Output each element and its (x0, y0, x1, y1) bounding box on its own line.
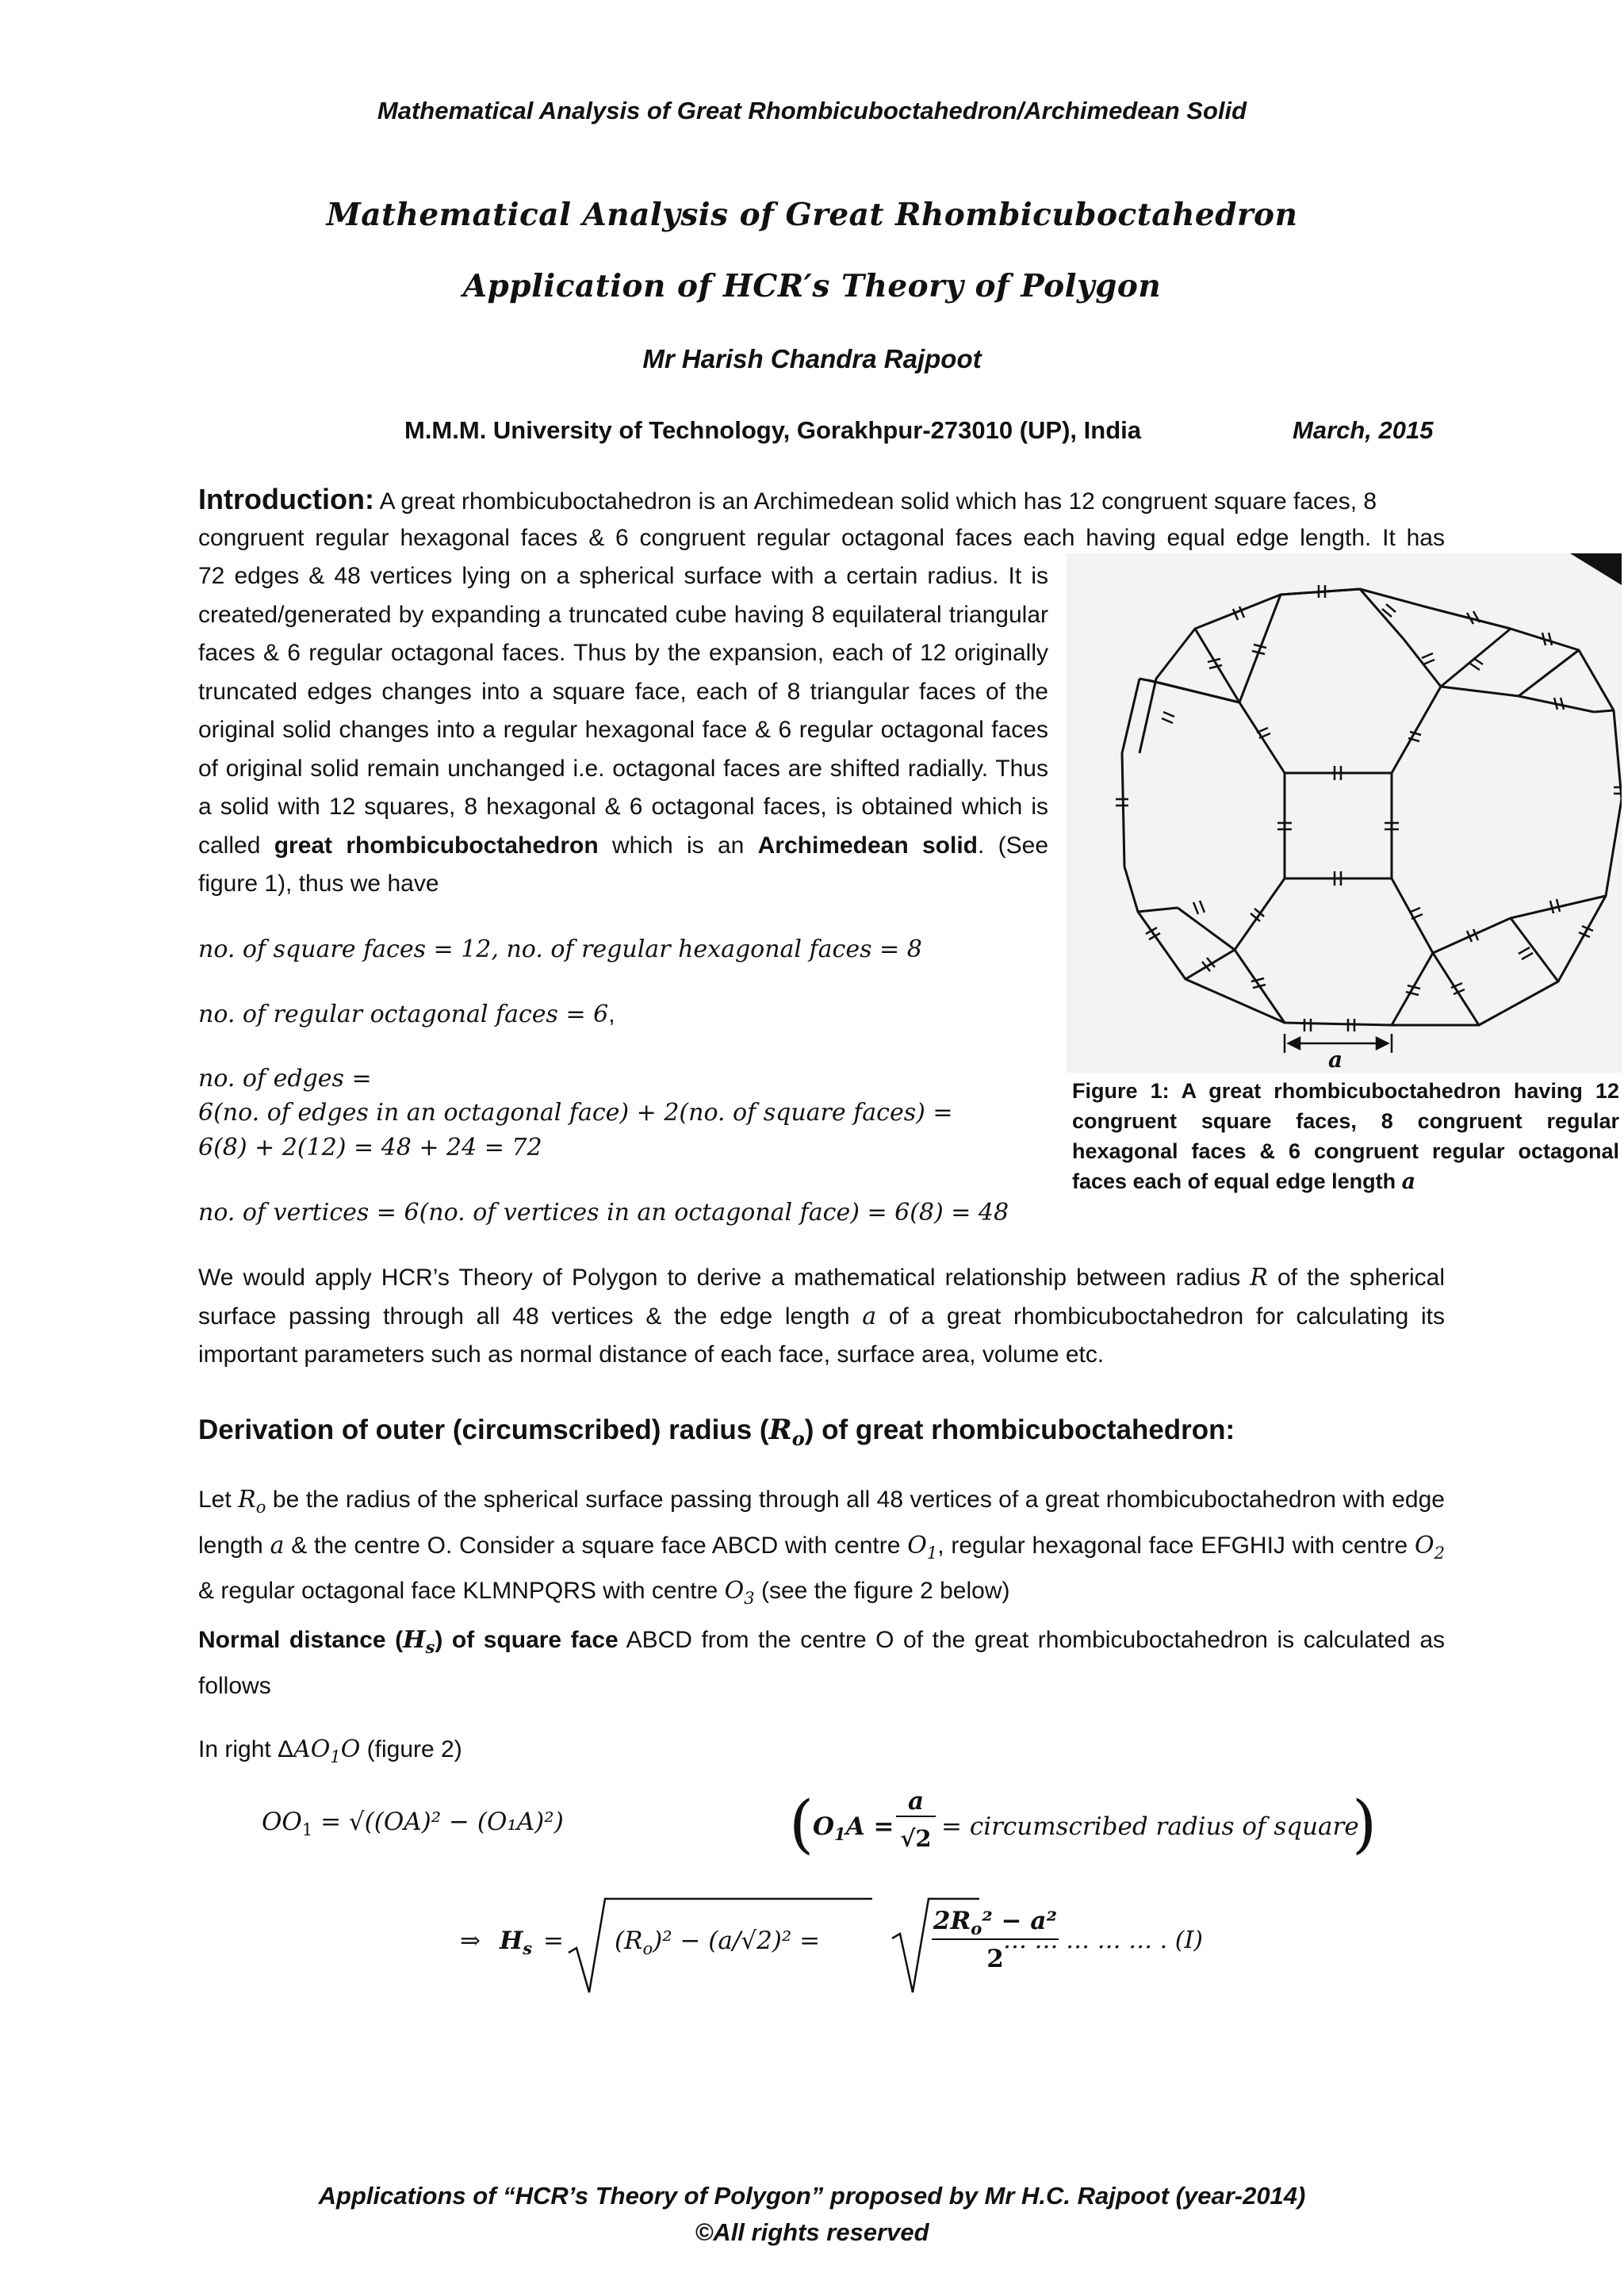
footer-line-2: ©All rights reserved (695, 2218, 929, 2246)
apply-text-2: of the spherical surface passing through all 48 vertices & the edge length (198, 1265, 1445, 1330)
right-tri-var-sub: 1 (330, 1747, 341, 1766)
apply-text-1: We would apply HCR’s Theory of Polygon to derive a mathematical relationship between radius (198, 1265, 1251, 1291)
intro-bold-term: great rhombicuboctahedron (274, 832, 599, 859)
normal-var-sub: s (425, 1637, 435, 1657)
eq-edges-2: 6(no. of edges in an octagonal face) + 2(no. of square faces) = (198, 1099, 953, 1127)
hs-lhs (500, 1927, 532, 1958)
running-header: Mathematical Analysis of Great Rhombicuboctahedron/Archimedean Solid (377, 97, 1247, 124)
apply-paragraph (198, 1259, 1445, 1375)
title-line-1: Mathematical Analysis of Great Rhombicuboctahedron (326, 197, 1298, 233)
intro-body-mid: which is an (598, 832, 758, 859)
eq-octagonal-comma: , (608, 1001, 615, 1027)
intro-label: Introduction: (198, 483, 374, 515)
right-tri-var-2: O (340, 1735, 361, 1763)
normal-rest: ABCD from the centre O of the great rhombicuboctahedron is calculated as follows (198, 1627, 1446, 1699)
author: Mr Harish Chandra Rajpoot (642, 344, 982, 373)
edge-label: a (1328, 1047, 1343, 1073)
heading-var: R (768, 1414, 792, 1446)
hs-mid-text-2: )² − (a/√2)² = (653, 1927, 821, 1955)
paren-right: ) (1352, 1787, 1377, 1861)
right-tri-text-2: (figure 2) (360, 1736, 462, 1762)
apply-text-3: of a great rhombicuboctahedron for calculating its important parameters such as normal distance of each face, surface area, volume etc. (198, 1303, 1445, 1368)
eq-vertices: no. of vertices = 6(no. of vertices in an octagonal face) = 6(8) = 48 (198, 1199, 1009, 1226)
let-text-4: , regular hexagonal face EFGHIJ with centre (937, 1532, 1415, 1559)
heading-var-sub: o (791, 1427, 805, 1450)
o1a-text: = circumscribed radius of square (941, 1812, 1359, 1841)
eq-octagonal (198, 1001, 615, 1028)
footer-line-1: Applications of “HCR’s Theory of Polygon” proposed by Mr H.C. Rajpoot (year-2014) (318, 2182, 1306, 2210)
intro-line-2: congruent regular hexagonal faces & 6 congruent regular octagonal faces each having equal edge length. It has (198, 525, 1445, 551)
hs-sub: s (523, 1938, 533, 1959)
intro-text-1: A great rhombicuboctahedron is an Archimedean solid which has 12 congruent square faces, 8 (379, 488, 1377, 515)
apply-var-r: R (1250, 1264, 1268, 1292)
hs-den: 2 (986, 1945, 1004, 1973)
let-var-a: a (270, 1531, 285, 1559)
intro-line-1 (198, 480, 1445, 522)
apply-var-a: a (862, 1302, 877, 1330)
paren-left: ( (789, 1787, 814, 1861)
great-rhombicuboctahedron-drawing (1067, 553, 1622, 1073)
figure-caption (1072, 1076, 1619, 1197)
hs-mid-text: (R (615, 1927, 643, 1955)
hs-equation-number: … … … … … . (I) (1003, 1927, 1204, 1954)
hs-mid-sub: o (642, 1939, 653, 1959)
o1a-sub: 1 (834, 1824, 846, 1845)
let-var-o2: O (1415, 1531, 1434, 1559)
section-heading (198, 1414, 1235, 1450)
let-text-3: & the centre O. Consider a square face ABCD with centre (284, 1532, 908, 1559)
normal-bold-1: Normal distance ( (198, 1627, 404, 1653)
let-var-r-sub: o (255, 1498, 266, 1517)
oo1-lhs: OO (262, 1808, 302, 1836)
right-triangle-line (198, 1731, 462, 1777)
normal-distance-paragraph (198, 1621, 1445, 1705)
o1a-lhs: $O_1A$ = (813, 1812, 894, 1845)
title-line-2: Application of HCR′s Theory of Polygon (462, 268, 1162, 304)
let-text-2: be the radius of the spherical surface passing through all 48 vertices of a great rhombicuboctahedron with edge length (198, 1487, 1445, 1559)
let-text-1: Let (198, 1487, 239, 1513)
let-text-6: (see the figure 2 below) (754, 1578, 1010, 1604)
hs-num-rest: ² − a² (982, 1907, 1058, 1935)
o1a-a: A (845, 1812, 865, 1841)
intro-body-text: 72 edges & 48 vertices lying on a spherical surface with a certain radius. It is created/generated by expanding a truncated cube having 8 equilateral triangular faces & 6 regular octagonal faces. Thus by the expansion, each of 12 originally truncated edges changes into a square face, each of 8 triangular faces of the original solid changes into a regular hexagonal face & 6 regular octagonal faces of original solid remain unchanged i.e. octagonal faces are shifted radially. Thus a solid with 12 squares, 8 hexagonal & 6 octagonal faces, is obtained which is called (198, 563, 1048, 859)
let-paragraph (198, 1481, 1445, 1618)
outline (1122, 589, 1622, 1025)
o1a-o: O (813, 1812, 835, 1841)
right-tri-var: AO (293, 1735, 331, 1763)
o1a-den: √2 (900, 1825, 932, 1852)
hs-eq: = (543, 1927, 564, 1955)
eq-square-hex: no. of square faces = 12, no. of regular hexagonal faces = 8 (198, 936, 922, 963)
oo1-sub: 1 (301, 1820, 313, 1840)
affiliation: M.M.M. University of Technology, Gorakhpur-273010 (UP), India (404, 416, 1142, 444)
let-var-o1: O (907, 1531, 927, 1559)
intro-body-tail: . (See figure 1), thus we have (198, 832, 1049, 897)
hs-arrow: ⇒ (460, 1927, 481, 1955)
let-var-o2-sub: 2 (1434, 1543, 1445, 1563)
eq-edges-3: 6(8) + 2(12) = 48 + 24 = 72 (198, 1134, 542, 1161)
intro-body (198, 557, 1048, 904)
let-text-5: & regular octagonal face KLMNPQRS with centre (198, 1578, 725, 1604)
figure-caption-text: Figure 1: A great rhombicuboctahedron having 12 congruent square faces, 8 congruent regular hexagonal faces & 6 congruent regular octagonal faces each of equal edge length (1072, 1079, 1619, 1193)
hs-mid (615, 1927, 820, 1958)
let-var-r: R (238, 1486, 256, 1513)
oo1-rhs: = √((OA)² − (O₁A)²) (320, 1808, 564, 1836)
formula-oo1 (262, 1808, 564, 1839)
normal-var-h: H (403, 1626, 426, 1654)
let-var-o3-sub: 3 (744, 1589, 755, 1608)
date: March, 2015 (1293, 416, 1434, 444)
let-var-o3: O (724, 1577, 745, 1605)
heading-text-2: ) of great rhombicuboctahedron: (804, 1414, 1235, 1445)
eq-edges-1: no. of edges = (198, 1065, 372, 1093)
hs-var: H (500, 1927, 523, 1955)
central-square (1285, 773, 1392, 878)
let-var-o1-sub: 1 (926, 1543, 938, 1563)
hs-num-sub: o (971, 1919, 982, 1939)
o1a-num: a (896, 1787, 936, 1817)
figure-1 (1067, 553, 1622, 1073)
normal-bold-2: ) of square face (435, 1627, 619, 1653)
hs-num-text: 2R (933, 1907, 971, 1935)
figure-caption-var: a (1401, 1169, 1416, 1194)
heading-text-1: Derivation of outer (circumscribed) radius ( (198, 1414, 769, 1445)
intro-bold-archimedean: Archimedean solid (757, 832, 978, 859)
eq-octagonal-math: no. of regular octagonal faces = 6 (198, 1001, 609, 1028)
right-tri-text-1: In right Δ (198, 1736, 294, 1762)
